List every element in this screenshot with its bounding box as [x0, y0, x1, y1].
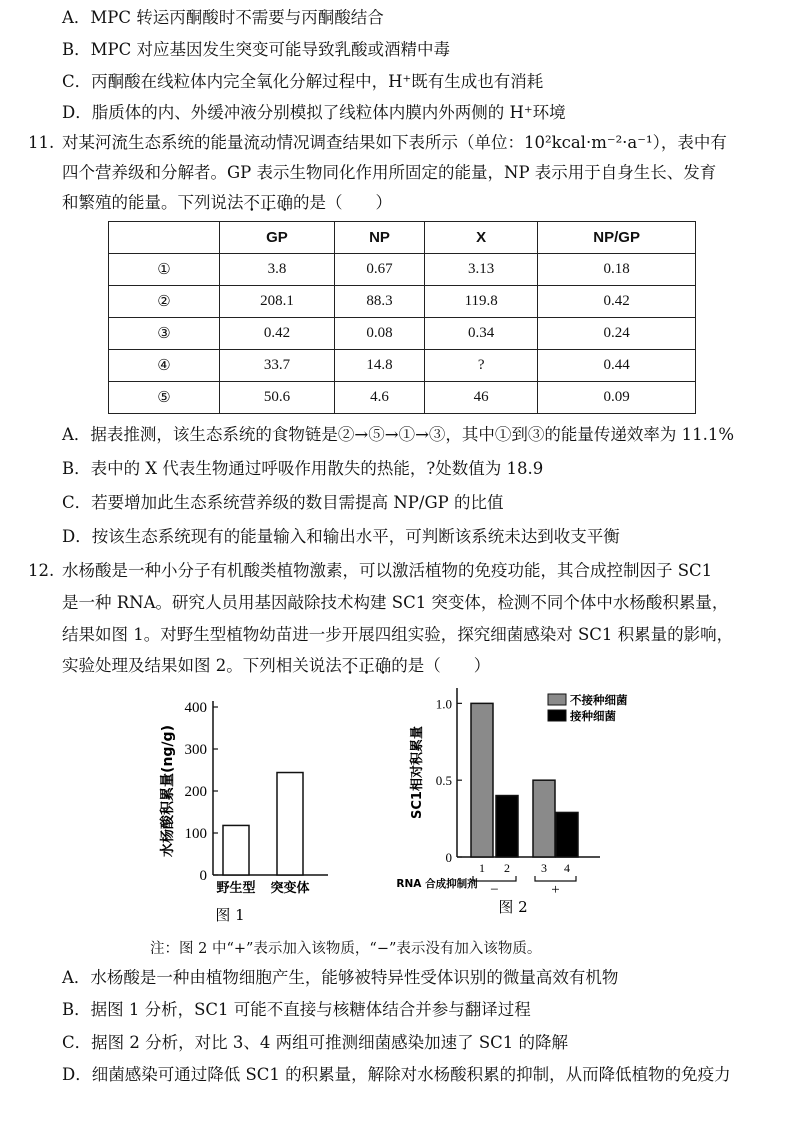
x-tick-label: 1 [479, 861, 485, 875]
q11-stem-line1: 对某河流生态系统的能量流动情况调查结果如下表所示（单位：10²kcal·m⁻²·a⁻¹），表中有 [62, 133, 727, 152]
table-header-row [109, 222, 696, 254]
y-tick-label: 400 [184, 700, 207, 716]
bar [496, 796, 518, 857]
q12-stem-text: 实验处理及结果如图 2。下列相关说法 [62, 656, 342, 675]
q11-option-b: B．表中的 X 代表生物通过呼吸作用散失的热能，?处数值为 18.9 [62, 459, 544, 478]
table-cell: 0.08 [334, 318, 424, 350]
energy-flow-table [108, 221, 696, 414]
bar [223, 825, 249, 875]
table-header-cell: NP [334, 222, 424, 254]
q11-option-a: A．据表推测，该生态系统的食物链是②→⑤→①→③，其中①到③的能量传递效率为 11.1% [62, 425, 735, 444]
table-cell: ④ [109, 350, 220, 382]
y-axis-label: 水杨酸积累量(ng/g) [160, 725, 176, 857]
table-cell: 0.42 [538, 286, 696, 318]
y-tick-label: 200 [184, 784, 207, 800]
x-tick-label: 3 [541, 861, 547, 875]
q12-stem-line2: 是一种 RNA。研究人员用基因敲除技术构建 SC1 突变体，检测不同个体中水杨酸积累量， [62, 593, 729, 612]
table-cell: 119.8 [425, 286, 538, 318]
q11-stem-line3 [62, 191, 392, 215]
table-cell: 14.8 [334, 350, 424, 382]
q12-number: 12. [28, 561, 55, 580]
group-sign: − [490, 882, 499, 898]
legend-swatch [548, 694, 566, 705]
y-axis-label: SC1相对积累量 [410, 726, 425, 819]
q12-option-a: A．水杨酸是一种由植物细胞产生，能够被特异性受体识别的微量高效有机物 [62, 968, 619, 987]
q11-stem-line2: 四个营养级和分解者。GP 表示生物同化作用所固定的能量，NP 表示用于自身生长、发育 [62, 163, 717, 182]
table-cell: 88.3 [334, 286, 424, 318]
y-tick-label: 100 [184, 826, 207, 842]
emphasis-char: 正 [260, 193, 277, 212]
table-cell: 208.1 [220, 286, 335, 318]
table-cell: 0.09 [538, 382, 696, 414]
table-cell: 33.7 [220, 350, 335, 382]
table-header-cell: GP [220, 222, 335, 254]
table-cell: ? [425, 350, 538, 382]
table-cell: 0.44 [538, 350, 696, 382]
y-tick-label: 1.0 [435, 696, 452, 712]
figure-caption: 图 1 [215, 906, 245, 924]
q12-option-d: D．细菌感染可通过降低 SC1 的积累量，解除对水杨酸积累的抑制，从而降低植物的免疫力 [62, 1065, 731, 1084]
table-cell: ③ [109, 318, 220, 350]
table-row [109, 350, 696, 382]
table-header-cell [109, 222, 220, 254]
q12-stem-line4 [62, 654, 490, 678]
figure-1-chart [150, 690, 340, 930]
table-header-cell: NP/GP [538, 222, 696, 254]
legend-label: 不接种细菌 [570, 693, 628, 707]
bar [556, 812, 578, 857]
table-cell: ⑤ [109, 382, 220, 414]
x-tick-label: 突变体 [270, 881, 310, 896]
q11-stem-tail: 的是（ ） [293, 193, 392, 212]
q11-stem-text: 和繁殖的能量。下列说法 [62, 193, 244, 212]
emphasis-char: 正 [358, 656, 375, 675]
emphasis-char: 不 [243, 193, 260, 212]
y-tick-label: 0.5 [435, 773, 452, 789]
q10-option-a: A．MPC 转运丙酮酸时不需要与丙酮酸结合 [62, 8, 384, 27]
q12-stem-line1: 水杨酸是一种小分子有机酸类植物激素，可以激活植物的免疫功能，其合成控制因子 SC1 [62, 561, 713, 580]
table-cell: 0.18 [538, 254, 696, 286]
bar [533, 780, 555, 857]
table-cell: 46 [425, 382, 538, 414]
table-cell: ① [109, 254, 220, 286]
y-tick-label: 300 [184, 742, 207, 758]
table-header-cell: X [425, 222, 538, 254]
table-cell: ② [109, 286, 220, 318]
legend-swatch [548, 710, 566, 721]
q12-option-c: C．据图 2 分析，对比 3、4 两组可推测细菌感染加速了 SC1 的降解 [62, 1033, 569, 1052]
bar [471, 703, 493, 857]
q12-stem-tail: 的是（ ） [391, 656, 491, 675]
table-row [109, 382, 696, 414]
y-tick-label: 0 [445, 850, 452, 865]
table-cell: 3.8 [220, 254, 335, 286]
table-cell: 4.6 [334, 382, 424, 414]
table-cell: 0.67 [334, 254, 424, 286]
q11-emphasis [244, 193, 294, 212]
x-tick-label: 4 [564, 861, 570, 875]
group-sign: + [551, 882, 560, 898]
q11-option-c: C．若要增加此生态系统营养级的数目需提高 NP/GP 的比值 [62, 493, 504, 512]
table-row [109, 254, 696, 286]
table-cell: 3.13 [425, 254, 538, 286]
figure-note: 注：图 2 中“+”表示加入该物质，“−”表示没有加入该物质。 [150, 941, 542, 957]
emphasis-char: 确 [276, 193, 293, 212]
q10-option-d: D．脂质体的内、外缓冲液分别模拟了线粒体内膜内外两侧的 H⁺环境 [62, 103, 566, 122]
figure-2-chart [385, 680, 645, 930]
q12-emphasis [342, 656, 392, 675]
group-bracket [473, 876, 516, 881]
q11-option-d: D．按该生态系统现有的能量输入和输出水平，可判断该系统未达到收支平衡 [62, 527, 620, 546]
q11-number: 11. [28, 133, 55, 152]
table-cell: 0.42 [220, 318, 335, 350]
table-row [109, 286, 696, 318]
q12-option-b: B．据图 1 分析，SC1 可能不直接与核糖体结合并参与翻译过程 [62, 1000, 531, 1019]
figure-caption: 图 2 [498, 898, 528, 916]
table-cell: 50.6 [220, 382, 335, 414]
y-tick-label: 0 [199, 868, 207, 884]
x-axis-label: RNA 合成抑制剂 [396, 878, 478, 890]
q12-stem-line3: 结果如图 1。对野生型植物幼苗进一步开展四组实验，探究细菌感染对 SC1 积累量的影响， [62, 625, 734, 644]
x-tick-label: 2 [504, 861, 510, 875]
group-bracket [535, 876, 576, 881]
legend-label: 接种细菌 [570, 709, 616, 723]
q10-option-c: C．丙酮酸在线粒体内完全氧化分解过程中，H⁺既有生成也有消耗 [62, 72, 544, 91]
bar [277, 773, 303, 875]
table-row [109, 318, 696, 350]
x-tick-label: 野生型 [216, 881, 256, 896]
q10-option-b: B．MPC 对应基因发生突变可能导致乳酸或酒精中毒 [62, 40, 450, 59]
emphasis-char: 确 [374, 656, 392, 675]
emphasis-char: 不 [341, 656, 359, 675]
table-cell: 0.24 [538, 318, 696, 350]
table-cell: 0.34 [425, 318, 538, 350]
